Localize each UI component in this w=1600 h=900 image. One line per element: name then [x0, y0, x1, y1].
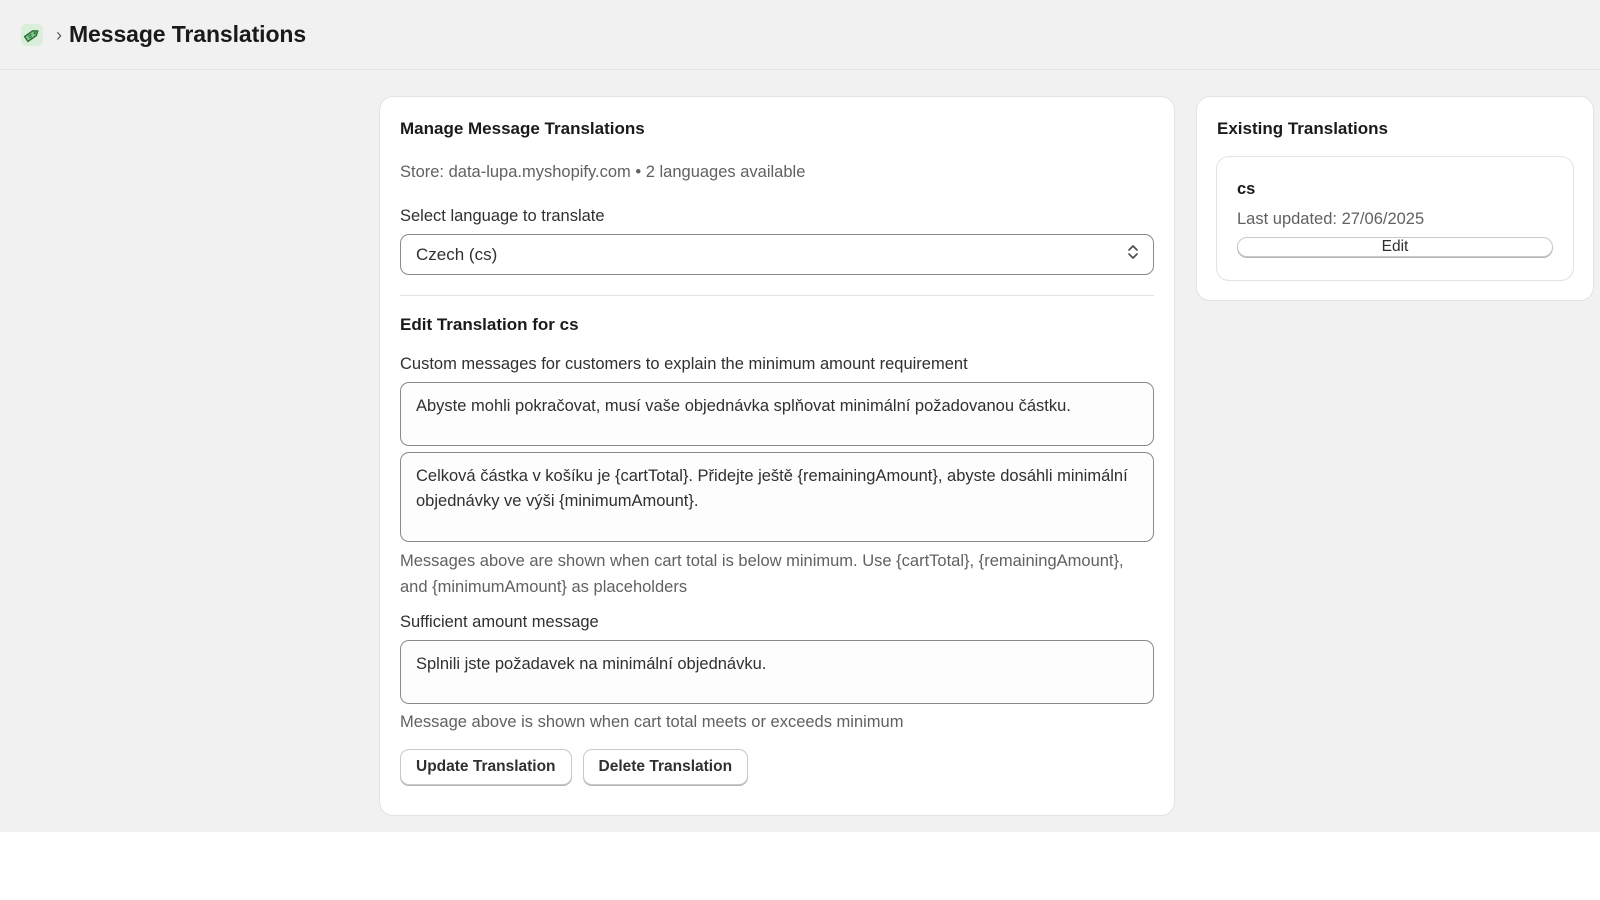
translation-item: [1217, 157, 1573, 280]
manage-translations-card: [380, 97, 1174, 815]
messages-help-text: Messages above are shown when cart total is below minimum. Use {cartTotal}, {remainingAmount}, and {minimumAmount} as placeholders: [400, 552, 1124, 596]
action-buttons: [400, 749, 1154, 785]
language-select[interactable]: [400, 234, 1154, 275]
page-title: Message Translations: [69, 21, 307, 47]
card-title: Manage Message Translations: [400, 119, 645, 138]
message-2-textarea[interactable]: Celková částka v košíku je {cartTotal}. Přidejte ještě {remainingAmount}, abyste dosáhli minimální objednávky ve výši {minimumAmount}.: [400, 452, 1154, 542]
message-1-textarea[interactable]: Abyste mohli pokračovat, musí vaše objednávka splňovat minimální požadovanou částku.: [400, 382, 1154, 446]
sufficient-message-label: Sufficient amount message: [400, 613, 599, 631]
existing-translations-card: [1197, 97, 1593, 300]
chevron-updown-icon: [1127, 243, 1139, 266]
sufficient-help-text: Message above is shown when cart total meets or exceeds minimum: [400, 713, 904, 731]
sufficient-message-textarea[interactable]: Splnili jste požadavek na minimální objednávku.: [400, 640, 1154, 704]
tag-icon[interactable]: [18, 21, 46, 49]
breadcrumb-separator: ›: [56, 24, 62, 45]
language-select-value: Czech (cs): [416, 244, 498, 264]
language-select-label: Select language to translate: [400, 207, 605, 225]
edit-translation-title: Edit Translation for cs: [400, 315, 579, 334]
page-header: [0, 0, 1600, 70]
custom-messages-label: Custom messages for customers to explain the minimum amount requirement: [400, 355, 968, 373]
translation-last-updated: Last updated: 27/06/2025: [1237, 210, 1425, 228]
translation-code: cs: [1237, 180, 1256, 198]
edit-translation-button[interactable]: Edit: [1237, 237, 1553, 257]
section-divider: [400, 295, 1154, 296]
delete-translation-button[interactable]: Delete Translation: [583, 749, 749, 785]
store-info: Store: data-lupa.myshopify.com • 2 languages available: [400, 163, 806, 181]
existing-translations-title: Existing Translations: [1217, 119, 1388, 138]
update-translation-button[interactable]: Update Translation: [400, 749, 572, 785]
